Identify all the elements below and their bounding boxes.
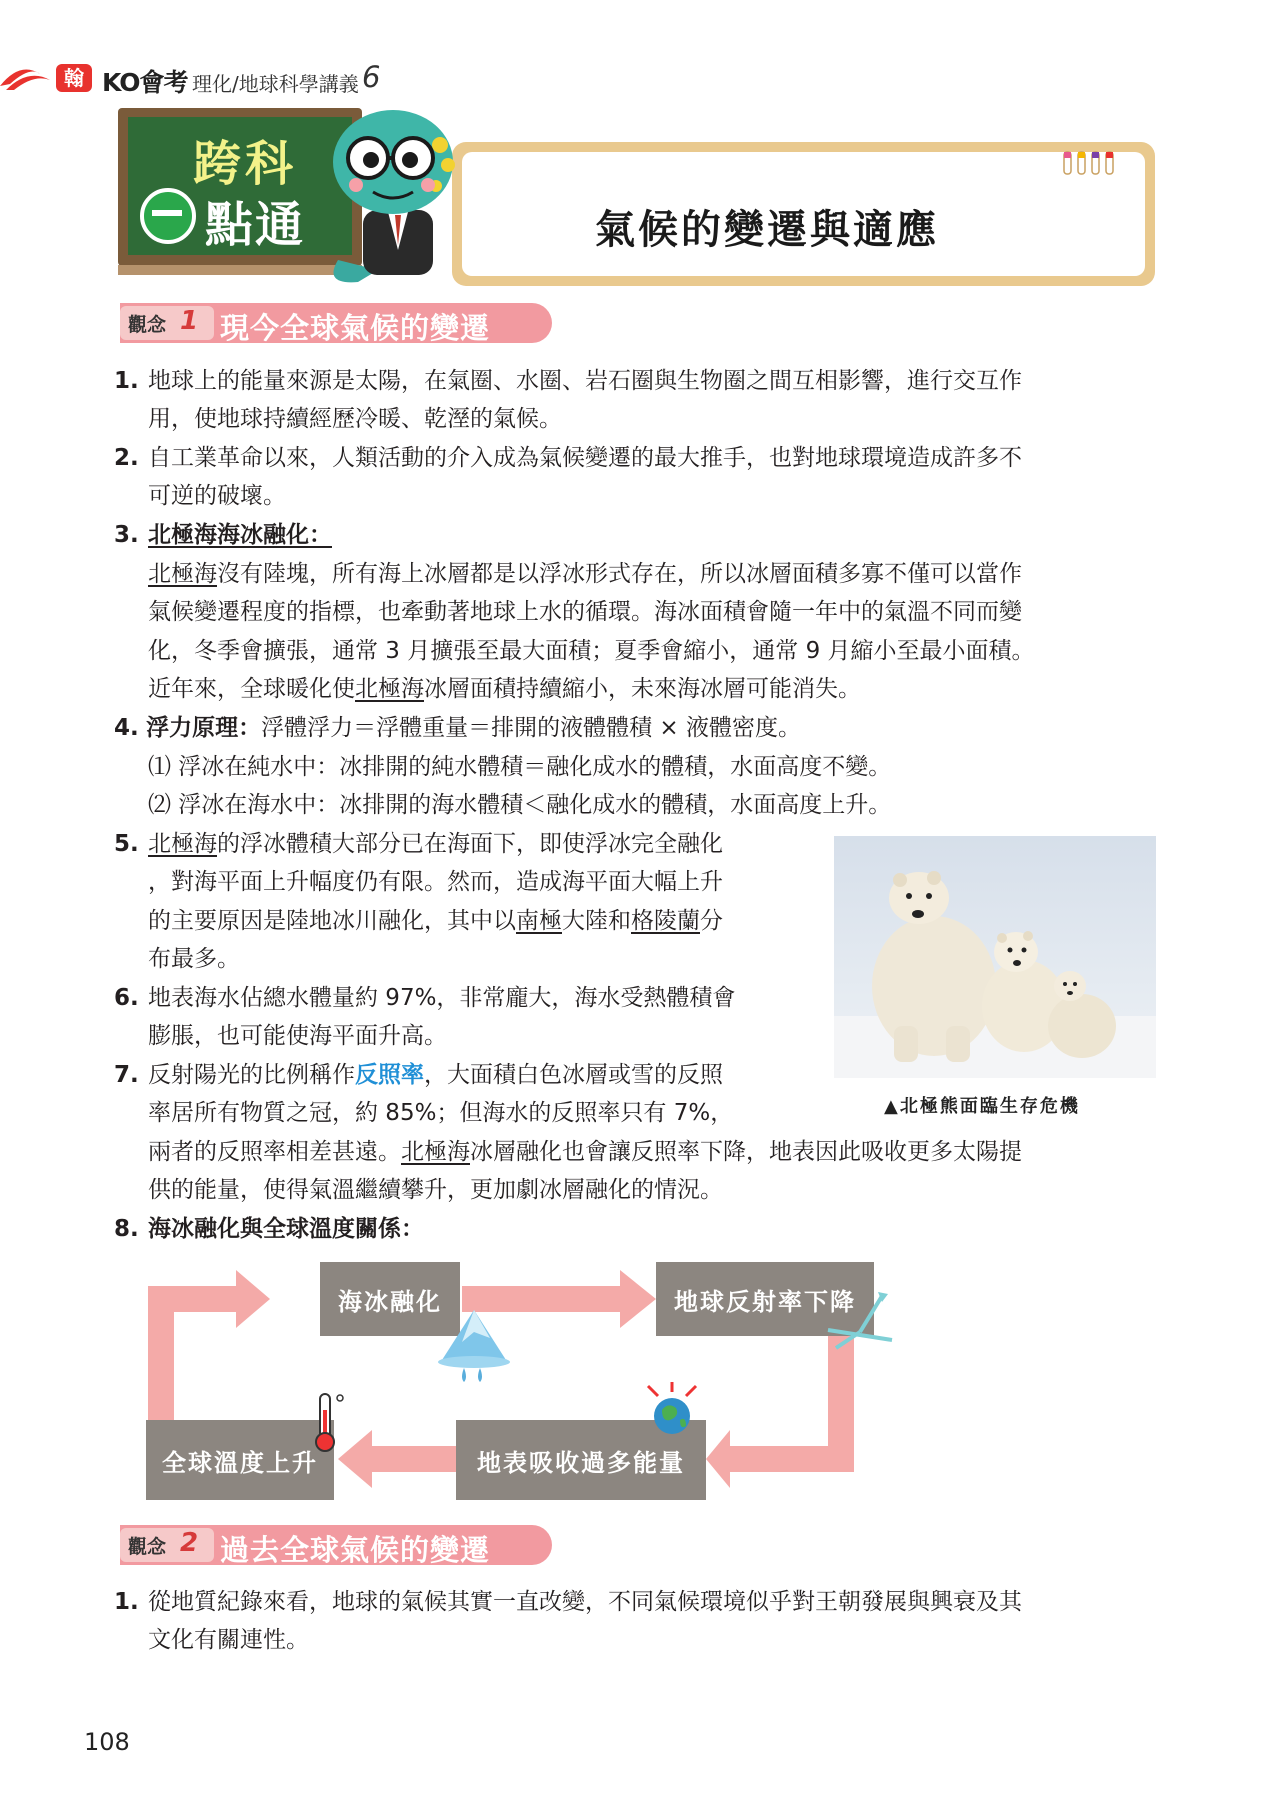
- section-1-header: [120, 303, 552, 343]
- item-7-line-1: [148, 1060, 723, 1090]
- arrow-albedo-to-absorb-head: [706, 1430, 730, 1488]
- item-5-line-1-text: 的浮冰體積大部分已在海面下，即使浮冰完全融化: [217, 831, 723, 857]
- section-1-title: 現今全球氣候的變遷: [220, 311, 491, 345]
- arrow-ice-to-albedo-head: [620, 1270, 656, 1328]
- diagram-box-albedo-decrease: 地球反射率下降: [656, 1262, 874, 1336]
- item-7-line-3: [148, 1137, 1022, 1167]
- item-5-line-2: ，對海平面上升幅度仍有限。然而，造成海平面大幅上升: [148, 869, 723, 895]
- item-7-line-4: 供的能量，使得氣溫繼續攀升，更加劇冰層融化的情況。: [148, 1177, 723, 1203]
- item-8-number: 8.: [114, 1216, 139, 1242]
- item-7-number: 7.: [114, 1062, 139, 1088]
- section-2-number: 2: [180, 1528, 199, 1558]
- earth-absorbing-icon: [640, 1380, 704, 1438]
- section-2-header: [120, 1525, 552, 1565]
- item-3-para-line-2: 氣候變遷程度的指標，也牽動著地球上水的循環。海冰面積會隨一年中的氣溫不同而變: [148, 599, 1022, 625]
- place-greenland: 格陵蘭: [631, 908, 700, 934]
- item-5-line-3-a: 的主要原因是陸地冰川融化，其中以: [148, 908, 516, 934]
- section-2-item-1-number: 1.: [114, 1589, 139, 1615]
- diagram-box-energy-absorption: 地表吸收過多能量: [456, 1420, 706, 1500]
- term-albedo: 反照率: [355, 1062, 424, 1088]
- item-7-line-3-a: 兩者的反照率相差甚遠。: [148, 1139, 401, 1165]
- thermometer-icon: [308, 1390, 348, 1454]
- diagram-box-temperature-rise: 全球溫度上升: [146, 1420, 334, 1500]
- item-3-para-line-4: [148, 674, 861, 704]
- dinosaur-mascot-icon: [318, 100, 468, 290]
- place-arctic-sea: 北極海: [148, 561, 217, 587]
- item-7-line-2: 率居所有物質之冠，約 85%；但海水的反照率只有 7%，: [148, 1100, 734, 1126]
- place-antarctica: 南極: [516, 908, 562, 934]
- item-6-line-2: 膨脹，也可能使海平面升高。: [148, 1023, 447, 1049]
- item-4-formula: 浮體浮力＝浮體重量＝排開的液體體積 × 液體密度。: [261, 715, 801, 741]
- section-2-title: 過去全球氣候的變遷: [220, 1533, 491, 1567]
- polar-bear-photo: [834, 836, 1156, 1078]
- chalkboard-text-bottom: 點通: [205, 197, 306, 253]
- test-tubes-icon: [1060, 150, 1120, 178]
- volume-number: 6: [362, 60, 381, 94]
- diagram-box-sea-ice-melt: 海冰融化: [320, 1262, 460, 1336]
- minus-circle-icon: [140, 188, 196, 244]
- item-7-line-1-a: 反射陽光的比例稱作: [148, 1062, 355, 1088]
- item-1-line-1: 地球上的能量來源是太陽，在氣圈、水圈、岩石圈與生物圈之間互相影響，進行交互作: [148, 368, 1022, 394]
- section-2-item-1-line-2: 文化有關連性。: [148, 1627, 309, 1653]
- item-4-number: 4.: [114, 715, 139, 741]
- item-3-para-line-1-text: 沒有陸塊，所有海上冰層都是以浮冰形式存在，所以冰層面積多寡不僅可以當作: [217, 561, 1022, 587]
- page-number: 108: [84, 1728, 130, 1756]
- item-4-sub-2: ⑵ 浮冰在海水中：冰排開的海水體積＜融化成水的體積，水面高度上升。: [148, 792, 892, 818]
- arrow-absorb-to-temp: [366, 1446, 456, 1472]
- item-7-line-1-c: ，大面積白色冰層或雪的反照: [424, 1062, 723, 1088]
- section-2-tag-text: 觀念: [128, 1536, 167, 1558]
- minus-dash: [152, 210, 182, 216]
- item-3-para-line-1: [148, 559, 1022, 589]
- item-3-heading: 北極海海冰融化：: [148, 522, 332, 548]
- item-6-number: 6.: [114, 985, 139, 1011]
- brand-name: KO會考: [102, 68, 188, 97]
- item-3-para-line-4-a: 近年來，全球暖化使: [148, 676, 355, 702]
- item-2-number: 2.: [114, 445, 139, 471]
- item-3-number: 3.: [114, 522, 139, 548]
- place-arctic-sea: 北極海: [148, 831, 217, 857]
- section-2-item-1-line-1: 從地質紀錄來看，地球的氣候其實一直改變，不同氣候環境似乎對王朝發展與興衰及其: [148, 1589, 1022, 1615]
- item-5-line-4: 布最多。: [148, 946, 240, 972]
- place-arctic-sea: 北極海: [401, 1139, 470, 1165]
- light-reflection-icon: [820, 1288, 900, 1358]
- arrow-temp-to-ice-head: [236, 1270, 270, 1328]
- item-2-line-2: 可逆的破壞。: [148, 483, 286, 509]
- item-4-sub-1: ⑴ 浮冰在純水中：冰排開的純水體積＝融化成水的體積，水面高度不變。: [148, 754, 892, 780]
- item-1-line-2: 用，使地球持續經歷冷暖、乾溼的氣候。: [148, 406, 562, 432]
- item-5-line-3-c: 大陸和: [562, 908, 631, 934]
- item-7-line-3-c: 冰層融化也會讓反照率下降，地表因此吸收更多太陽提: [470, 1139, 1022, 1165]
- melting-iceberg-icon: [434, 1308, 514, 1386]
- chalkboard-text-top: 跨科: [193, 136, 298, 192]
- svg-text:翰: 翰: [64, 66, 84, 90]
- section-1-tag-text: 觀念: [128, 314, 167, 336]
- item-4-line: [114, 713, 801, 743]
- item-5-line-3-e: 分: [700, 908, 723, 934]
- item-8-heading: 海冰融化與全球溫度關係：: [148, 1216, 424, 1242]
- item-3-para-line-4-c: 冰層面積持續縮小，未來海冰層可能消失。: [424, 676, 861, 702]
- item-5-line-1: [148, 829, 723, 859]
- item-5-number: 5.: [114, 831, 139, 857]
- page-title: 氣候的變遷與適應: [595, 207, 939, 253]
- item-6-line-1: 地表海水佔總水體量約 97%，非常龐大，海水受熱體積會: [148, 985, 736, 1011]
- item-1-number: 1.: [114, 368, 139, 394]
- publisher-logo: [0, 56, 94, 96]
- book-subtitle: 理化/地球科學講義: [192, 72, 359, 96]
- item-4-heading: 浮力原理：: [146, 715, 262, 741]
- place-arctic-sea: 北極海: [355, 676, 424, 702]
- item-2-line-1: 自工業革命以來，人類活動的介入成為氣候變遷的最大推手，也對地球環境造成許多不: [148, 445, 1022, 471]
- item-5-line-3: [148, 906, 723, 936]
- item-3-para-line-3: 化，冬季會擴張，通常 3 月擴張至最大面積；夏季會縮小，通常 9 月縮小至最小面積。: [148, 638, 1035, 664]
- section-1-number: 1: [180, 306, 199, 336]
- photo-caption: ▲北極熊面臨生存危機: [884, 1096, 1080, 1117]
